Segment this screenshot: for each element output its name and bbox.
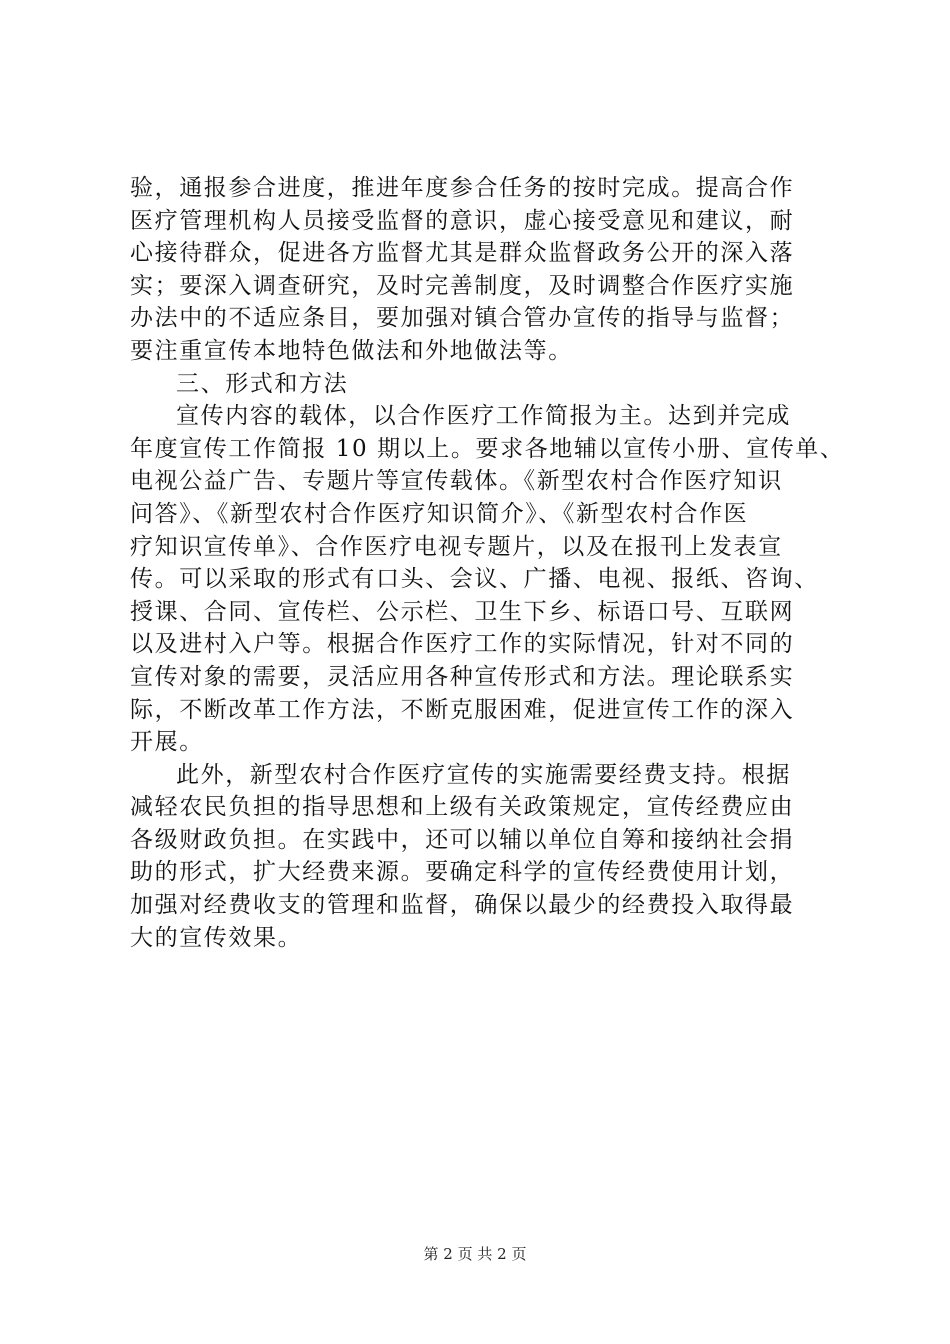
text-line: 验，通报参合进度，推进年度参合任务的按时完成。提高合作	[130, 175, 795, 201]
text-line: 办法中的不适应条目，要加强对镇合管办宣传的指导与监督；	[130, 305, 795, 332]
text-line: 此外，新型农村合作医疗宣传的实施需要经费支持。根据	[176, 761, 791, 788]
document-body	[130, 172, 845, 954]
text-line: 各级财政负担。在实践中，还可以辅以单位自筹和接纳社会捐	[130, 826, 795, 853]
text-line: 际，不断改革工作方法，不断克服困难，促进宣传工作的深入	[130, 696, 795, 723]
text-line: 减轻农民负担的指导思想和上级有关政策规定，宣传经费应由	[130, 794, 795, 821]
text-line: 传。可以采取的形式有口头、会议、广播、电视、报纸、咨询、	[130, 566, 819, 593]
text-line: 电视公益广告、专题片等宣传载体。《新型农村合作医疗知识	[130, 468, 783, 495]
text-line: 要注重宣传本地特色做法和外地做法等。	[130, 337, 573, 364]
text-line: 大的宣传效果。	[130, 924, 303, 951]
text-line: 心接待群众，促进各方监督尤其是群众监督政务公开的深入落	[130, 240, 795, 267]
text-line: 宣传对象的需要，灵活应用各种宣传形式和方法。理论联系实	[130, 663, 795, 690]
text-line: 开展。	[130, 729, 204, 756]
page-number-footer: 第 2 页 共 2 页	[423, 1245, 527, 1263]
text-line: 疗知识宣传单》、合作医疗电视专题片，以及在报刊上发表宣	[130, 533, 783, 560]
text-line: 宣传内容的载体，以合作医疗工作简报为主。达到并完成	[176, 403, 791, 430]
text-line: 实；要深入调查研究，及时完善制度，及时调整合作医疗实施	[130, 272, 795, 299]
text-line: 加强对经费收支的管理和监督，确保以最少的经费投入取得最	[130, 892, 795, 919]
text-line: 授课、合同、宣传栏、公示栏、卫生下乡、标语口号、互联网	[130, 598, 795, 625]
text-line: 以及进村入户等。根据合作医疗工作的实际情况，针对不同的	[130, 631, 795, 658]
text-line: 助的形式，扩大经费来源。要确定科学的宣传经费使用计划，	[130, 859, 795, 886]
text-line: 问答》、《新型农村合作医疗知识简介》、《新型农村合作医	[130, 500, 749, 527]
text-line: 年度宣传工作简报 10 期以上。要求各地辅以宣传小册、宣传单、	[130, 435, 845, 462]
section-heading: 三、形式和方法	[176, 370, 349, 397]
text-line: 医疗管理机构人员接受监督的意识，虚心接受意见和建议，耐	[130, 207, 795, 234]
